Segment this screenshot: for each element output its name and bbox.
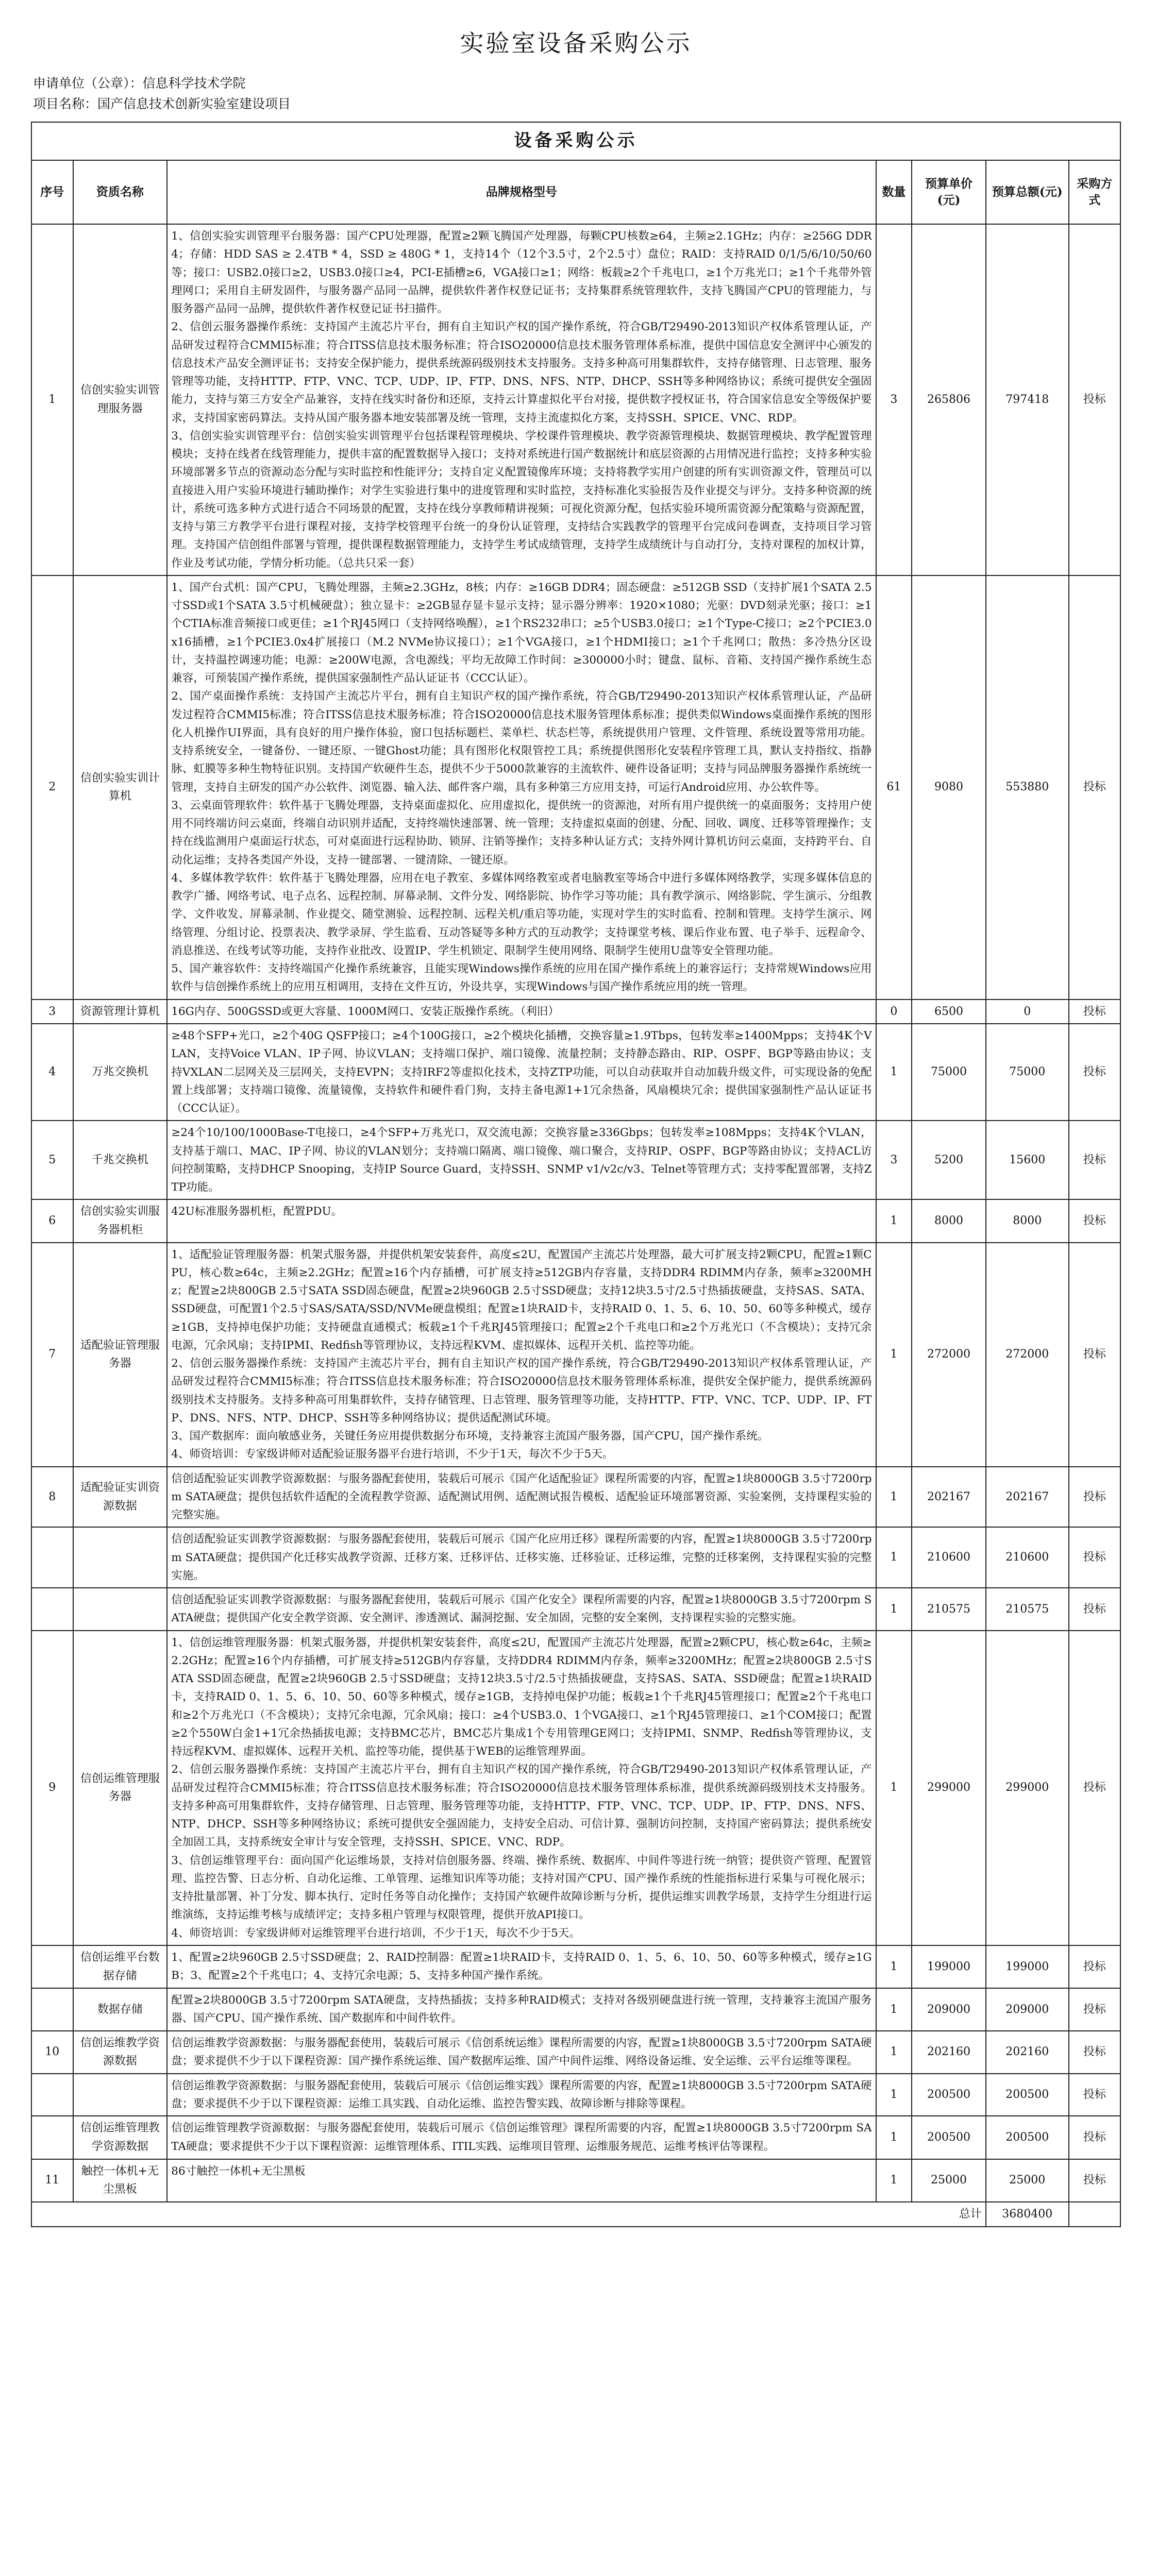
cell-unit-price: 209000 bbox=[912, 1988, 986, 2031]
cell-spec bbox=[167, 1024, 876, 1121]
cell-unit-price: 8000 bbox=[912, 1199, 986, 1242]
cell-mode: 投标 bbox=[1069, 1467, 1120, 1528]
cell-mode: 投标 bbox=[1069, 1588, 1120, 1631]
spec-paragraph: 信创运维教学资源数据：与服务器配套使用，装载后可展示《信创系统运维》课程所需要的内容，配置≥1块8000GB 3.5寸7200rpm SATA硬盘；要求提供不少于以下课程资源：国产操作系统运维、国产数据库运维、国产中间件运维、网络设备运维、安全运维、云平台运维等课程。 bbox=[171, 2036, 872, 2067]
cell-spec bbox=[167, 2031, 876, 2074]
table-body bbox=[31, 224, 1120, 2202]
cell-mode: 投标 bbox=[1069, 999, 1120, 1024]
cell-qty: 1 bbox=[876, 1631, 912, 1945]
table-row bbox=[31, 1631, 1120, 1945]
cell-spec bbox=[167, 1243, 876, 1467]
spec-paragraph: 4、师资培训：专家级讲师对运维管理平台进行培训，不少于1天，每次不少于5天。 bbox=[171, 1926, 580, 1940]
cell-mode: 投标 bbox=[1069, 1121, 1120, 1199]
spec-paragraph: 信创适配验证实训教学资源数据：与服务器配套使用，装载后可展示《国产化应用迁移》课程所需要的内容，配置≥1块8000GB 3.5寸7200rpm SATA硬盘；提供国产化迁移实战教学资源、迁移方案、迁移评估、迁移实施、迁移验证、迁移运维，完整的迁移案例，支持课程实验的完整实施。 bbox=[171, 1533, 872, 1582]
cell-qty: 1 bbox=[876, 1467, 912, 1528]
cell-unit-price: 272000 bbox=[912, 1243, 986, 1467]
cell-index bbox=[31, 1527, 73, 1588]
table-row bbox=[31, 1243, 1120, 1467]
header-name: 资质名称 bbox=[73, 160, 167, 224]
cell-total: 15600 bbox=[986, 1121, 1069, 1199]
spec-paragraph: 信创适配验证实训教学资源数据：与服务器配套使用，装载后可展示《国产化适配验证》课程所需要的内容，配置≥1块8000GB 3.5寸7200rpm SATA硬盘；提供包括软件适配的全流程教学资源、适配测试用例、适配测试报告模板、适配验证环境部署资源、实验案例，支持课程实验的完整实施。 bbox=[171, 1472, 872, 1522]
cell-qty: 1 bbox=[876, 2116, 912, 2159]
cell-qty: 1 bbox=[876, 1024, 912, 1121]
cell-unit-price: 200500 bbox=[912, 2074, 986, 2116]
cell-mode: 投标 bbox=[1069, 1199, 1120, 1242]
table-row bbox=[31, 1199, 1120, 1242]
total-label: 总计 bbox=[31, 2202, 986, 2227]
cell-index: 2 bbox=[31, 575, 73, 999]
spec-paragraph: 2、信创云服务器操作系统：支持国产主流芯片平台，拥有自主知识产权的国产操作系统，符合GB/T29490-2013知识产权体系管理认证，产品研发过程符合CMMI5标准；符合ITSS信息技术服务标准；符合ISO20000信息技术服务管理体系标准，提供安全保护能力，提供系统源码级别技术支持服务。支持多种高可用集群软件，支持存储管理、日志管理、服务管理等功能，支持HTTP、FTP、VNC、TCP、UDP、IP、FTP、DNS、NFS、NTP、DHCP、SSH等多种网络协议；提供适配测试环境。 bbox=[171, 1357, 872, 1425]
cell-name: 信创实验实训管理服务器 bbox=[73, 224, 167, 575]
table-row bbox=[31, 999, 1120, 1024]
cell-total: 210600 bbox=[986, 1527, 1069, 1588]
cell-qty: 1 bbox=[876, 1945, 912, 1988]
table-row bbox=[31, 2159, 1120, 2202]
spec-paragraph: 2、信创云服务器操作系统：支持国产主流芯片平台，拥有自主知识产权的国产操作系统，符合GB/T29490-2013知识产权体系管理认证，产品研发过程符合CMMI5标准；符合ITSS信息技术服务标准；符合ISO20000信息技术服务管理体系标准，提供中国信息安全测评中心颁发的信息技术产品安全测评证书；支持安全保护能力，提供系统源码级别技术支持服务。支持多种高可用集群软件，支持存储管理、日志管理、服务管理等功能，支持HTTP、FTP、VNC、TCP、UDP、IP、FTP、DNS、NFS、NTP、DHCP、SSH等多种网络协议；系统可提供安全强固能力，支持与第三方安全产品兼容，支持在线实时备份和还原，支持云计算虚拟化平台对接，提供数字授权证书，符合国家信息安全等级保护要求，支持国家密码算法。支持从国产服务器本地安装部署及统一管理，支持主流虚拟化方案，支持SSH、SPICE、VNC、RDP。 bbox=[171, 320, 872, 425]
table-header-row bbox=[31, 160, 1120, 224]
cell-total: 202167 bbox=[986, 1467, 1069, 1528]
spec-paragraph: 86寸触控一体机+无尘黑板 bbox=[171, 2164, 306, 2178]
cell-unit-price: 202160 bbox=[912, 2031, 986, 2074]
cell-qty: 0 bbox=[876, 999, 912, 1024]
spec-paragraph: ≥24个10/100/1000Base-T电接口，≥4个SFP+万兆光口，双交流电源；交换容量≥336Gbps；包转发率≥108Mpps；支持4K个VLAN，支持基于端口、MAC、IP子网、协议的VLAN划分；支持端口隔离、端口镜像、端口聚合，支持RIP、OSPF、BGP等路由协议；支持ACL访问控制策略，支持DHCP Snooping，支持IP Source Guard，支持SSH、SNMP v1/v2c/v3、Telnet等管理方式；支持零配置部署，支持ZTP功能。 bbox=[171, 1126, 872, 1194]
project-line: 项目名称：国产信息技术创新实验室建设项目 bbox=[33, 96, 291, 111]
cell-mode: 投标 bbox=[1069, 2074, 1120, 2116]
cell-mode: 投标 bbox=[1069, 1527, 1120, 1588]
total-row bbox=[31, 2202, 1120, 2227]
cell-total: 0 bbox=[986, 999, 1069, 1024]
spec-paragraph: 信创运维管理教学资源数据：与服务器配套使用，装载后可展示《信创运维管理》课程所需要的内容，配置≥1块8000GB 3.5寸7200rpm SATA硬盘；要求提供不少于以下课程资源：运维管理体系、ITIL实践、运维项目管理、运维服务规范、运维考核评估等课程。 bbox=[171, 2122, 872, 2153]
cell-index: 5 bbox=[31, 1121, 73, 1199]
cell-name bbox=[73, 1527, 167, 1588]
cell-unit-price: 199000 bbox=[912, 1945, 986, 1988]
cell-index: 11 bbox=[31, 2159, 73, 2202]
cell-unit-price: 25000 bbox=[912, 2159, 986, 2202]
cell-qty: 3 bbox=[876, 224, 912, 575]
cell-unit-price: 265806 bbox=[912, 224, 986, 575]
spec-paragraph: ≥48个SFP+光口，≥2个40G QSFP接口；≥4个100G接口，≥2个模块化插槽，交换容量≥1.9Tbps，包转发率≥1400Mpps；支持4K个VLAN，支持Voice VLAN、IP子网、协议VLAN；支持端口保护、端口镜像、流量控制；支持静态路由、RIP、OSPF、BGP等路由协议；支持VXLAN二层网关及三层网关，支持EVPN；支持IRF2等虚拟化技术，支持ZTP功能，可以自动获取并自动加载升级文件，可实现设备的免配置上线部署；支持端口镜像、流量镜像，支持软件和硬件看门狗，支持主备电源1+1冗余热备，风扇模块冗余；提供国家强制性产品认证证书（CCC认证）。 bbox=[171, 1029, 872, 1115]
cell-qty: 61 bbox=[876, 575, 912, 999]
table-row bbox=[31, 1588, 1120, 1631]
cell-index: 8 bbox=[31, 1467, 73, 1528]
cell-spec bbox=[167, 1527, 876, 1588]
cell-index: 1 bbox=[31, 224, 73, 575]
cell-total: 200500 bbox=[986, 2116, 1069, 2159]
cell-spec bbox=[167, 1199, 876, 1242]
cell-total: 75000 bbox=[986, 1024, 1069, 1121]
cell-name: 数据存储 bbox=[73, 1988, 167, 2031]
spec-paragraph: 信创适配验证实训教学资源数据：与服务器配套使用，装载后可展示《国产化安全》课程所需要的内容，配置≥1块8000GB 3.5寸7200rpm SATA硬盘；提供国产化安全教学资源、安全测评、渗透测试、漏洞挖掘、安全加固，完整的安全案例，支持课程实验的完整实施。 bbox=[171, 1594, 872, 1625]
cell-index: 9 bbox=[31, 1631, 73, 1945]
table-row bbox=[31, 2074, 1120, 2116]
cell-total: 797418 bbox=[986, 224, 1069, 575]
spec-paragraph: 2、国产桌面操作系统：支持国产主流芯片平台，拥有自主知识产权的国产操作系统，符合GB/T29490-2013知识产权体系管理认证，产品研发过程符合CMMI5标准；符合ITSS信息技术服务标准；符合ISO20000信息技术服务管理体系标准；提供类似Windows桌面操作系统的图形化人机操作UI界面，具有良好的用户操作体验，窗口包括标题栏、菜单栏、状态栏等，系统提供用户管理、文件管理、系统设置等常用功能。支持系统安全，一键备份、一键还原、一键Ghost功能；具有图形化权限管控工具；系统提供图形化安装程序管理工具，默认支持指纹、指静脉、虹膜等多种生物特征识别。支持国产软硬件生态，提供不少于5000款兼容的主流软件、硬件设备证明；支持与同品牌服务器操作系统统一管理，支持自主研发的国产办公软件、浏览器、输入法、邮件客户端，具有多种第三方应用支持，可运行Android应用、办公软件等。 bbox=[171, 690, 872, 794]
table-caption: 设备采购公示 bbox=[31, 122, 1120, 160]
cell-spec bbox=[167, 1121, 876, 1199]
spec-paragraph: 42U标准服务器机柜，配置PDU。 bbox=[171, 1205, 343, 1218]
cell-unit-price: 299000 bbox=[912, 1631, 986, 1945]
cell-index bbox=[31, 1945, 73, 1988]
cell-spec bbox=[167, 2116, 876, 2159]
cell-index: 7 bbox=[31, 1243, 73, 1467]
document-page bbox=[31, 0, 1121, 2227]
header-mode: 采购方式 bbox=[1069, 160, 1120, 224]
cell-spec bbox=[167, 999, 876, 1024]
cell-unit-price: 210600 bbox=[912, 1527, 986, 1588]
cell-unit-price: 200500 bbox=[912, 2116, 986, 2159]
cell-total: 8000 bbox=[986, 1199, 1069, 1242]
table-row bbox=[31, 1121, 1120, 1199]
cell-total: 299000 bbox=[986, 1631, 1069, 1945]
cell-total: 209000 bbox=[986, 1988, 1069, 2031]
cell-qty: 1 bbox=[876, 1527, 912, 1588]
cell-unit-price: 202167 bbox=[912, 1467, 986, 1528]
cell-total: 210575 bbox=[986, 1588, 1069, 1631]
cell-index bbox=[31, 2116, 73, 2159]
header-index: 序号 bbox=[31, 160, 73, 224]
cell-total: 272000 bbox=[986, 1243, 1069, 1467]
cell-name: 触控一体机+无尘黑板 bbox=[73, 2159, 167, 2202]
applicant-line: 申请单位（公章）：信息科学技术学院 bbox=[33, 76, 246, 91]
cell-total: 25000 bbox=[986, 2159, 1069, 2202]
cell-qty: 1 bbox=[876, 1988, 912, 2031]
cell-qty: 1 bbox=[876, 1243, 912, 1467]
spec-paragraph: 3、云桌面管理软件：软件基于飞腾处理器，支持桌面虚拟化、应用虚拟化，提供统一的资源池，对所有用户提供统一的桌面服务；支持用户使用不同终端访问云桌面，终端自动识别并适配，支持终端快速部署、统一管理；支持虚拟桌面的创建、分配、回收、调度、迁移等管理操作；支持在线监测用户桌面运行状态，可对桌面进行远程协助、锁屏、注销等操作；支持多种认证方式；支持外网计算机访问云桌面，支持跨平台、自动化运维；支持各类国产外设，支持一键部署、一键清除、一键还原。 bbox=[171, 799, 872, 867]
cell-index: 10 bbox=[31, 2031, 73, 2074]
cell-name bbox=[73, 2074, 167, 2116]
cell-spec bbox=[167, 1467, 876, 1528]
cell-mode: 投标 bbox=[1069, 1631, 1120, 1945]
cell-qty: 1 bbox=[876, 2074, 912, 2116]
cell-spec bbox=[167, 224, 876, 575]
cell-qty: 1 bbox=[876, 1588, 912, 1631]
cell-index: 4 bbox=[31, 1024, 73, 1121]
cell-name: 千兆交换机 bbox=[73, 1121, 167, 1199]
cell-spec bbox=[167, 1588, 876, 1631]
header-spec: 品牌规格型号 bbox=[167, 160, 876, 224]
cell-name: 信创运维管理教学资源数据 bbox=[73, 2116, 167, 2159]
cell-name: 信创实验实训服务器机柜 bbox=[73, 1199, 167, 1242]
cell-name: 适配验证实训资源数据 bbox=[73, 1467, 167, 1528]
spec-paragraph: 16G内存、500GSSD或更大容量、1000M网口、安装正版操作系统。（利旧） bbox=[171, 1005, 559, 1018]
table-row bbox=[31, 575, 1120, 999]
cell-unit-price: 75000 bbox=[912, 1024, 986, 1121]
cell-unit-price: 210575 bbox=[912, 1588, 986, 1631]
cell-unit-price: 5200 bbox=[912, 1121, 986, 1199]
document-title: 实验室设备采购公示 bbox=[460, 29, 692, 57]
cell-name: 万兆交换机 bbox=[73, 1024, 167, 1121]
cell-mode: 投标 bbox=[1069, 575, 1120, 999]
cell-spec bbox=[167, 2074, 876, 2116]
spec-paragraph: 配置≥2块8000GB 3.5寸7200rpm SATA硬盘，支持热插拔；支持多种RAID模式；支持对各级别硬盘进行统一管理，支持兼容主流国产服务器、国产CPU、国产操作系统、国产数据库和中间件软件。 bbox=[171, 1994, 872, 2025]
cell-qty: 1 bbox=[876, 1199, 912, 1242]
cell-mode: 投标 bbox=[1069, 2159, 1120, 2202]
cell-qty: 1 bbox=[876, 2031, 912, 2074]
spec-paragraph: 5、国产兼容软件：支持终端国产化操作系统兼容，且能实现Windows操作系统的应用在国产操作系统上的兼容运行；支持常规Windows应用软件与信创操作系统上的应用互相调用，支持在文件互访，外设共享，实现Windows与国产操作系统应用的统一管理。 bbox=[171, 962, 872, 994]
cell-name: 信创运维平台数据存储 bbox=[73, 1945, 167, 1988]
cell-total: 200500 bbox=[986, 2074, 1069, 2116]
spec-paragraph: 3、国产数据库：面向敏感业务，关键任务应用提供数据分布环境，支持兼容主流国产服务器，国产CPU，国产操作系统。 bbox=[171, 1430, 769, 1443]
cell-name: 信创运维教学资源数据 bbox=[73, 2031, 167, 2074]
spec-paragraph: 4、师资培训：专家级讲师对适配验证服务器平台进行培训，不少于1天，每次不少于5天。 bbox=[171, 1448, 614, 1461]
header-unit-price: 预算单价(元) bbox=[912, 160, 986, 224]
table-row bbox=[31, 224, 1120, 575]
cell-unit-price: 6500 bbox=[912, 999, 986, 1024]
spec-paragraph: 信创运维教学资源数据：与服务器配套使用，装载后可展示《信创运维实践》课程所需要的内容，配置≥1块8000GB 3.5寸7200rpm SATA硬盘；要求提供不少于以下课程资源：运维工具实践、自动化运维、监控告警实践、故障诊断与排除等课程。 bbox=[171, 2079, 872, 2111]
spec-paragraph: 2、信创云服务器操作系统：支持国产主流芯片平台，拥有自主知识产权的国产操作系统，符合GB/T29490-2013知识产权体系管理认证，产品研发过程符合CMMI5标准；符合ITSS信息技术服务标准；符合ISO20000信息技术服务管理体系标准，提供系统源码级别技术支持服务。支持多种高可用集群软件，支持存储管理、日志管理、服务管理等功能，支持HTTP、FTP、VNC、TCP、UDP、IP、FTP、DNS、NFS、NTP、DHCP、SSH等多种网络协议；系统可提供安全强固能力，支持安全启动、可信计算、强制访问控制，支持国产密码算法；提供系统安全加固工具，支持系统安全审计与安全管理，支持SSH、SPICE、VNC、RDP。 bbox=[171, 1763, 872, 1849]
spec-paragraph: 1、信创实验实训管理平台服务器：国产CPU处理器，配置≥2颗飞腾国产处理器，每颗CPU核数≥64，主频≥2.1GHz；内存：≥256G DDR4；存储：HDD SAS ≥ 2.4TB * 4，SSD ≥ 480G * 1，支持14个（12个3.5寸，2个2.5寸）盘位；RAID：支持RAID 0/1/5/6/10/50/60等；接口：USB2.0接口≥2，USB3.0接口≥4，PCI-E插槽≥6，VGA接口≥1；网络：板载≥2个千兆电口，≥1个万兆光口；≥1个千兆带外管理网口；采用自主研发固件，与服务器产品同一品牌，提供软件著作权登记证书；支持集群系统管理软件，支持飞腾国产CPU的管理能力，与服务器产品同一品牌，提供软件著作权登记证书扫描件。 bbox=[171, 230, 872, 315]
spec-paragraph: 3、信创运维管理平台：面向国产化运维场景，支持对信创服务器、终端、操作系统、数据库、中间件等进行统一纳管；提供资产管理、配置管理、监控告警、日志分析、自动化运维、工单管理、运维知识库等功能；支持对国产CPU、国产操作系统的性能指标进行采集与可视化展示；支持批量部署、补丁分发、脚本执行、定时任务等自动化操作；支持国产软硬件故障诊断与分析，提供运维实训教学场景，支持学生分组进行运维演练，支持运维考核与成绩评定；支持多租户管理与权限管理，提供开放API接口。 bbox=[171, 1854, 872, 1922]
cell-index bbox=[31, 1988, 73, 2031]
header-qty: 数量 bbox=[876, 160, 912, 224]
cell-mode: 投标 bbox=[1069, 1945, 1120, 1988]
cell-mode: 投标 bbox=[1069, 2116, 1120, 2159]
cell-spec bbox=[167, 575, 876, 999]
spec-paragraph: 1、信创运维管理服务器：机架式服务器，并提供机架安装套件，高度≤2U，配置国产主流芯片处理器，配置≥2颗CPU，核心数≥64c，主频≥2.2GHz；配置≥16个内存插槽，可扩展支持≥512GB内存容量，支持DDR4 RDIMM内存条，频率≥3200MHz；配置≥2块800GB 2.5寸SATA SSD固态硬盘，配置≥2块960GB 2.5寸SSD硬盘；支持12块3.5寸/2.5寸热插拔硬盘，支持SAS、SATA、SSD硬盘；配置≥1块RAID卡，支持RAID 0、1、5、6、10、50、60等多种模式，缓存≥1GB，支持掉电保护功能；板载≥1个千兆RJ45管理接口；配置≥2个千兆电口和≥2个万兆光口（不含模块）；支持冗余电源，冗余风扇；接口：≥4个USB3.0、1个VGA接口、≥1个RJ45管理接口、≥1个COM接口；配置≥2个550W白金1+1冗余热插拔电源；支持BMC芯片，BMC芯片集成1个专用管理GE网口；支持IPMI、SNMP、Redfish等管理协议，支持远程KVM、虚拟媒体、远程开关机、监控等功能，提供基于WEB的运维管理界面。 bbox=[171, 1636, 872, 1758]
spec-paragraph: 3、信创实验实训管理平台：信创实验实训管理平台包括课程管理模块、学校课件管理模块、教学资源管理模块、数据管理模块、教学配置管理模块；支持在线者在线管理能力，提供丰富的配置数据导入接口；支持对系统进行国产数据统计和底层资源的占用情况进行监控；支持多种实验环境部署多节点的资源动态分配与实时监控和性能评分；支持自定义配置镜像库环境；支持将教学实用户创建的所有实训资源文件，管理员可以直接进入用户实验环境进行辅助操作；对学生实验进行集中的进度管理和实时监控，支持标准化实验报告及作业提交与评分。支持多种资源的统计，系统可选多种方式进行适合不同场景的配置，支持在线分享教师精讲视频；可视化资源分配，包括实验环境所需资源分配策略与资源配置，支持与第三方教学平台进行课程对接，支持学校管理平台统一的身份认证管理，支持结合实践教学的管理平台完成问卷调查，支持项目学习管理。支持国产信创组件部署与管理，提供课程数据管理能力，支持学生考试成绩管理，支持学生成绩统计与自动打分，支持对课程的加权计算，作业及考试功能，学情分析功能。（总共只采一套） bbox=[171, 429, 872, 570]
cell-spec bbox=[167, 1988, 876, 2031]
cell-index: 3 bbox=[31, 999, 73, 1024]
table-row bbox=[31, 1024, 1120, 1121]
cell-spec bbox=[167, 1631, 876, 1945]
cell-name bbox=[73, 1588, 167, 1631]
cell-index: 6 bbox=[31, 1199, 73, 1242]
spec-paragraph: 4、多媒体教学软件：软件基于飞腾处理器，应用在电子教室、多媒体网络教室或者电脑教室等场合中进行多媒体网络教学，实现多媒体信息的教学广播、网络考试、电子点名、远程控制、屏幕录制、文件分发、网络影院、协作学习等功能；具有教学演示、网络影院、学生演示、分组教学、文件收发、屏幕录制、作业提交、随堂测验、远程控制、远程关机/重启等功能，实现对学生的实时监看、控制和管理。支持学生演示、网络管理、分组讨论、投票表决、教学录屏、学生监看、互动答疑等多种方式的互动教学；支持课堂考核、课后作业布置、电子举手、远程命令、消息推送、在线考试等功能，支持作业批改、设置IP、学生机锁定、限制学生使用网络、限制学生使用U盘等安全管理功能。 bbox=[171, 871, 872, 957]
table-row bbox=[31, 1945, 1120, 1988]
procurement-table bbox=[31, 122, 1121, 2227]
cell-index bbox=[31, 1588, 73, 1631]
cell-mode: 投标 bbox=[1069, 1243, 1120, 1467]
cell-total: 199000 bbox=[986, 1945, 1069, 1988]
grand-total: 3680400 bbox=[986, 2202, 1069, 2227]
total-mode-empty bbox=[1069, 2202, 1120, 2227]
cell-index bbox=[31, 2074, 73, 2116]
table-row bbox=[31, 2116, 1120, 2159]
table-row bbox=[31, 1527, 1120, 1588]
cell-spec bbox=[167, 1945, 876, 1988]
table-row bbox=[31, 2031, 1120, 2074]
cell-name: 信创实验实训计算机 bbox=[73, 575, 167, 999]
cell-qty: 3 bbox=[876, 1121, 912, 1199]
table-row bbox=[31, 1467, 1120, 1528]
spec-paragraph: 1、配置≥2块960GB 2.5寸SSD硬盘；2、RAID控制器：配置≥1块RAID卡，支持RAID 0、1、5、6、10、50、60等多种模式，缓存≥1GB；3、配置≥2个千兆电口；4、支持冗余电源；5、支持多种国产操作系统。 bbox=[171, 1951, 872, 1982]
cell-name: 适配验证管理服务器 bbox=[73, 1243, 167, 1467]
table-row bbox=[31, 1988, 1120, 2031]
cell-total: 553880 bbox=[986, 575, 1069, 999]
cell-total: 202160 bbox=[986, 2031, 1069, 2074]
cell-mode: 投标 bbox=[1069, 1024, 1120, 1121]
cell-mode: 投标 bbox=[1069, 1988, 1120, 2031]
cell-unit-price: 9080 bbox=[912, 575, 986, 999]
header-total: 预算总额(元) bbox=[986, 160, 1069, 224]
spec-paragraph: 1、适配验证管理服务器：机架式服务器，并提供机架安装套件，高度≤2U，配置国产主流芯片处理器，最大可扩展支持2颗CPU，配置≥1颗CPU，核心数≥64c，主频≥2.2GHz；配置≥16个内存插槽，可扩展支持≥512GB内存容量，支持DDR4 RDIMM内存条，频率≥3200MHz；配置≥2块800GB 2.5寸SATA SSD固态硬盘，配置≥2块960GB 2.5寸SSD硬盘；支持12块3.5寸/2.5寸热插拔硬盘，支持SAS、SATA、SSD硬盘，可配置1个2.5寸SAS/SATA/SSD/NVMe硬盘模组；配置≥1块RAID卡，支持RAID 0、1、5、6、10、50、60等多种模式，缓存≥1GB，支持掉电保护功能；支持硬盘直通模式；板载≥1个千兆RJ45管理接口；配置≥2个千兆电口和≥2个万兆光口（不含模块）；支持冗余电源，冗余风扇；支持IPMI、Redfish等管理协议，支持远程KVM、虚拟媒体、远程开关机、监控等功能。 bbox=[171, 1248, 872, 1352]
cell-name: 信创运维管理服务器 bbox=[73, 1631, 167, 1945]
cell-name: 资源管理计算机 bbox=[73, 999, 167, 1024]
cell-mode: 投标 bbox=[1069, 2031, 1120, 2074]
spec-paragraph: 1、国产台式机：国产CPU，飞腾处理器，主频≥2.3GHz，8核；内存：≥16GB DDR4；固态硬盘：≥512GB SSD（支持扩展1个SATA 2.5寸SSD或1个SATA 3.5寸机械硬盘）；独立显卡：≥2GB显存显卡显示支持；显示器分辨率：1920×1080；光驱：DVD刻录光驱；接口：≥1个CTIA标准音频接口或更佳；≥1个RJ45网口（支持网络唤醒），≥1个RS232串口；≥5个USB3.0接口；≥1个Type-C接口；≥2个PCIE3.0x16插槽，≥1个PCIE3.0x4扩展接口（M.2 NVMe协议接口）；≥1个VGA接口，≥1个HDMI接口；≥1个千兆网口；散热：多冷热分区设计，支持温控调速功能；电源：≥200W电源，含电源线；平均无故障工作时间：≥300000小时；键盘、鼠标、音箱、支持国产操作系统生态兼容，可预装国产操作系统，提供国家强制性产品认证证书（CCC认证）。 bbox=[171, 581, 872, 685]
cell-spec bbox=[167, 2159, 876, 2202]
cell-mode: 投标 bbox=[1069, 224, 1120, 575]
cell-qty: 1 bbox=[876, 2159, 912, 2202]
